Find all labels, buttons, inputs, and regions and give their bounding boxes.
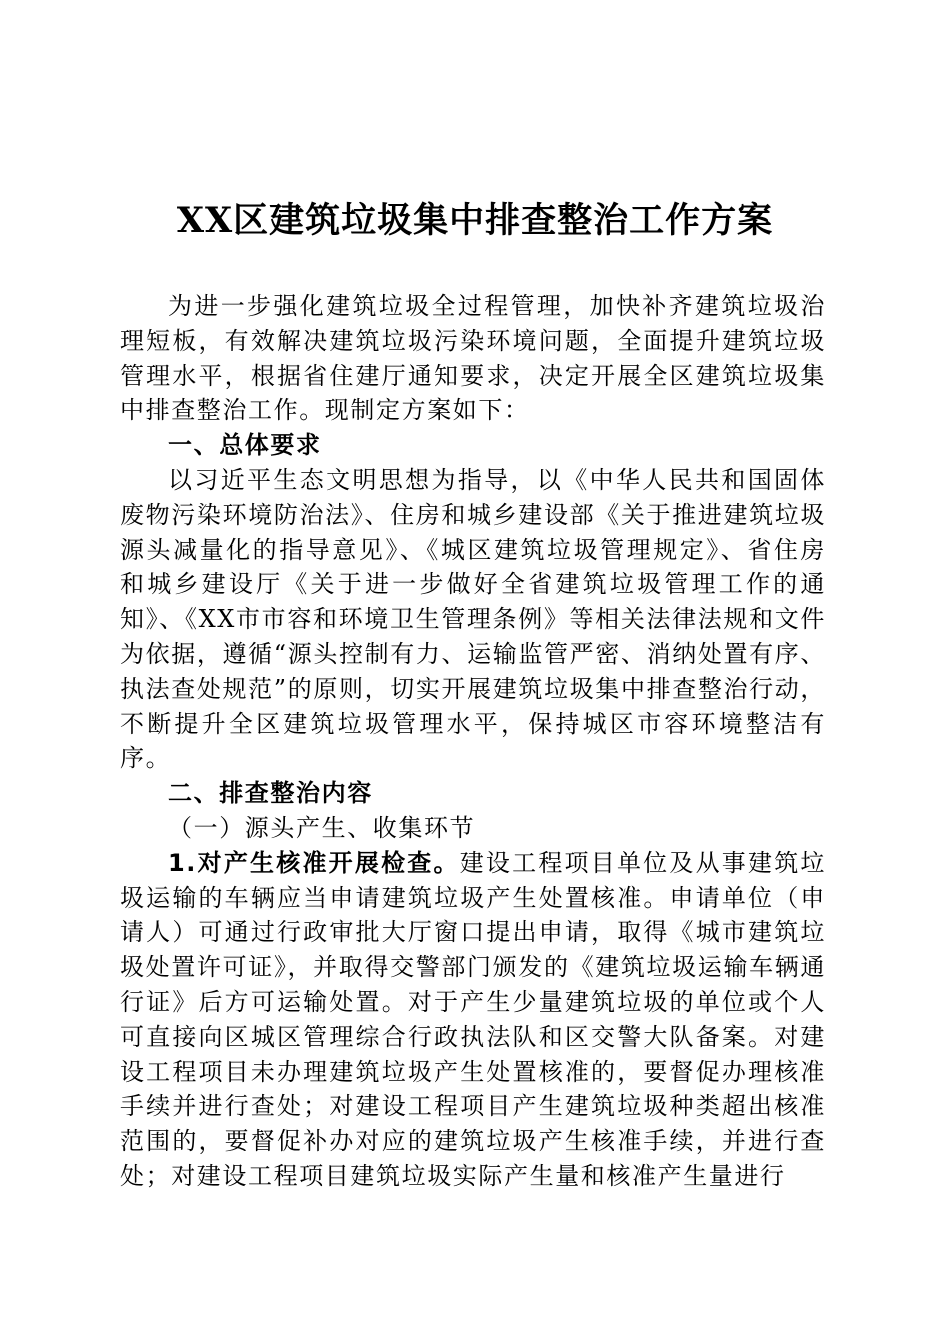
item-1-body: 建设工程项目单位及从事建筑垃圾运输的车辆应当申请建筑垃圾产生处置核准。申请单位（申请人）可通过行政审批大厅窗口提出申请，取得《城市建筑垃圾处置许可证》，并取得交警部门颁发的《建筑垃圾运输车辆通行证》后方可运输处置。对于产生少量建筑垃圾的单位或个人可直接向区城区管理综合行政执法队和区交警大队备案。对建设工程项目未办理建筑垃圾产生处置核准的，要督促办理核准手续并进行查处；对建设工程项目产生建筑垃圾种类超出核准范围的，要督促补办对应的建筑垃圾产生核准手续，并进行查处；对建设工程项目建筑垃圾实际产生量和核准产生量进行	[120, 848, 826, 1190]
item-1-lead: 1.对产生核准开展检查。	[168, 848, 460, 877]
section-heading-general-requirements: 一、总体要求	[168, 431, 322, 460]
subsection-heading-source: （一）源头产生、收集环节	[168, 813, 476, 842]
item-1-paragraph	[120, 846, 826, 1194]
section-heading-inspection-content: 二、排查整治内容	[168, 779, 373, 808]
intro-paragraph: 为进一步强化建筑垃圾全过程管理，加快补齐建筑垃圾治理短板，有效解决建筑垃圾污染环境问题，全面提升建筑垃圾管理水平，根据省住建厅通知要求，决定开展全区建筑垃圾集中排查整治工作。现制定方案如下：	[120, 292, 826, 425]
document-body	[120, 289, 826, 1194]
general-requirements-paragraph: 以习近平生态文明思想为指导，以《中华人民共和国固体废物污染环境防治法》、住房和城乡建设部《关于推进建筑垃圾源头减量化的指导意见》、《城区建筑垃圾管理规定》、省住房和城乡建设厅《关于进一步做好全省建筑垃圾管理工作的通知》、《XX市市容和环境卫生管理条例》等相关法律法规和文件为依据，遵循“源头控制有力、运输监管严密、消纳处置有序、执法查处规范”的原则，切实开展建筑垃圾集中排查整治行动，不断提升全区建筑垃圾管理水平，保持城区市容环境整洁有序。	[120, 465, 826, 773]
document-title: XX区建筑垃圾集中排查整治工作方案	[176, 200, 774, 241]
